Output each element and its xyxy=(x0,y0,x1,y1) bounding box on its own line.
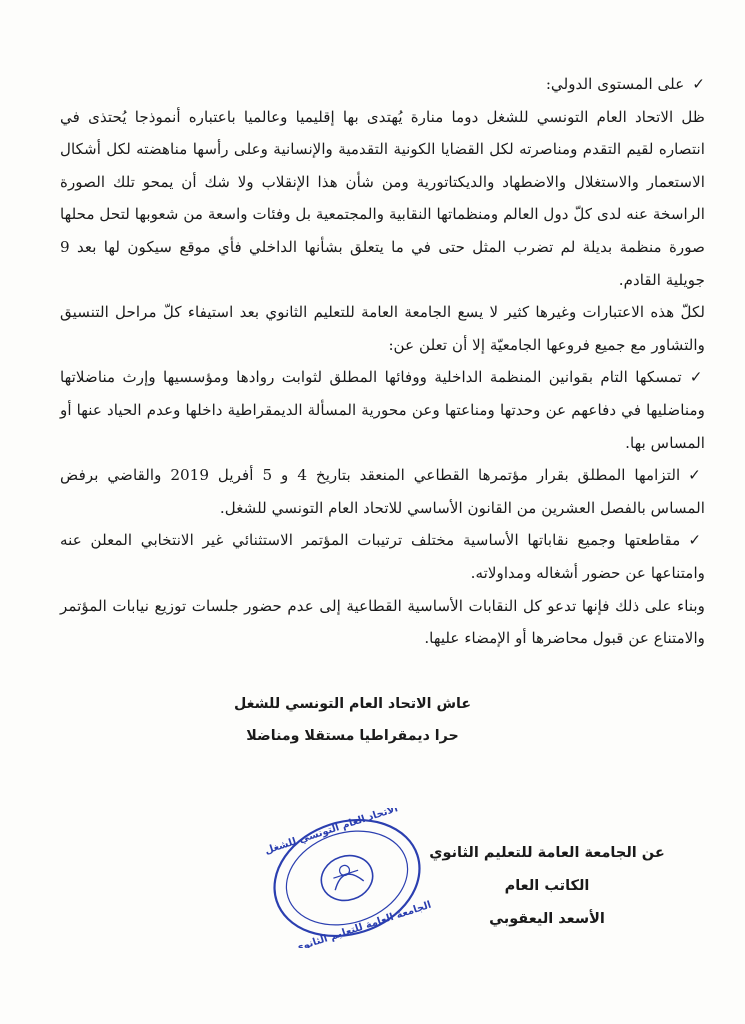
paragraph-considerations: لكلّ هذه الاعتبارات وغيرها كثير لا يسع الجامعة العامة للتعليم الثانوي بعد استيفاء كلّ مراحل التنسيق والتشاور مع جميع فروعها الجامعيّة إلا أن تعلن عن: xyxy=(60,303,705,354)
stamp-text-bottom: الجامعة العامة للتعليم الثانوي xyxy=(293,899,432,948)
signature-name: الأسعد اليعقوبي xyxy=(489,911,605,927)
checkmark-icon: ✓ xyxy=(689,368,705,387)
bullet-item-1: ✓تمسكها التام بقوانين المنظمة الداخلية ووفائها المطلق لثوابت روادها ومؤسسيها وإرث مناضلاتها ومناضليها في دفاعهم عن وحدتها ومناعتها وعن محورية المسألة الديمقراطية داخلها وعدم الحياد عنها أو المساس بها. xyxy=(60,368,705,452)
signature-role: الكاتب العام xyxy=(504,878,590,894)
checkmark-icon: ✓ xyxy=(692,75,705,93)
paragraph-international: ظل الاتحاد العام التونسي للشغل دوما منارة يُهتدى بها إقليميا وعالميا باعتباره أنموذجا يُحتذى في انتصاره لقيم التقدم ومناصرته لكل القضايا الكونية التقدمية والإنسانية وعلى رأسها مناهضته لكل أشكال الاستعمار والاستغلال والاضطهاد والديكتاتورية ومن شأن هذا الإنقلاب ولا شك أن يمحو تلك الصورة الراسخة عنه لدى كلّ دول العالم ومنظماتها النقابية والمجتمعية بل وفئات واسعة من شعوبها لتحل محلها صورة منظمة بديلة لم تضرب المثل حتى في ما يتعلق بشأنها الداخلي فأي موقع سيكون لها بعد 9 جويلية القادم. xyxy=(60,107,705,289)
slogan-line-1: عاش الاتحاد العام التونسي للشغل xyxy=(233,696,472,712)
section-heading: ✓على المستوى الدولي: xyxy=(545,75,705,93)
stamp-text-top: الاتحاد العام التونسي للشغل xyxy=(263,808,400,857)
checkmark-icon: ✓ xyxy=(688,466,705,485)
closing-slogan xyxy=(60,688,705,752)
signature-block xyxy=(397,837,697,936)
bullet-item-2: ✓التزامها المطلق بقرار مؤتمرها القطاعي المنعقد بتاريخ 4 و 5 أفريل 2019 والقاضي برفض المساس بالفصل العشرين من القانون الأساسي للاتحاد العام التونسي للشغل. xyxy=(60,466,705,517)
bullet-item-3: ✓مقاطعتها وجميع نقاباتها الأساسية مختلف ترتيبات المؤتمر الاستثنائي غير الانتخابي المعلن عنه وامتناعها عن حضور أشغاله ومداولاته. xyxy=(60,531,705,582)
paragraph-call: وبناء على ذلك فإنها تدعو كل النقابات الأساسية القطاعية إلى عدم حضور جلسات توزيع نيابات المؤتمر والامتناع عن قبول محاضرها أو الإمضاء عليها. xyxy=(60,596,705,648)
document-body xyxy=(60,68,705,655)
slogan-line-2: حرا ديمقراطيا مستقلا ومناضلا xyxy=(246,728,459,744)
checkmark-icon: ✓ xyxy=(688,531,705,550)
signature-org: عن الجامعة العامة للتعليم الثانوي xyxy=(429,845,665,861)
